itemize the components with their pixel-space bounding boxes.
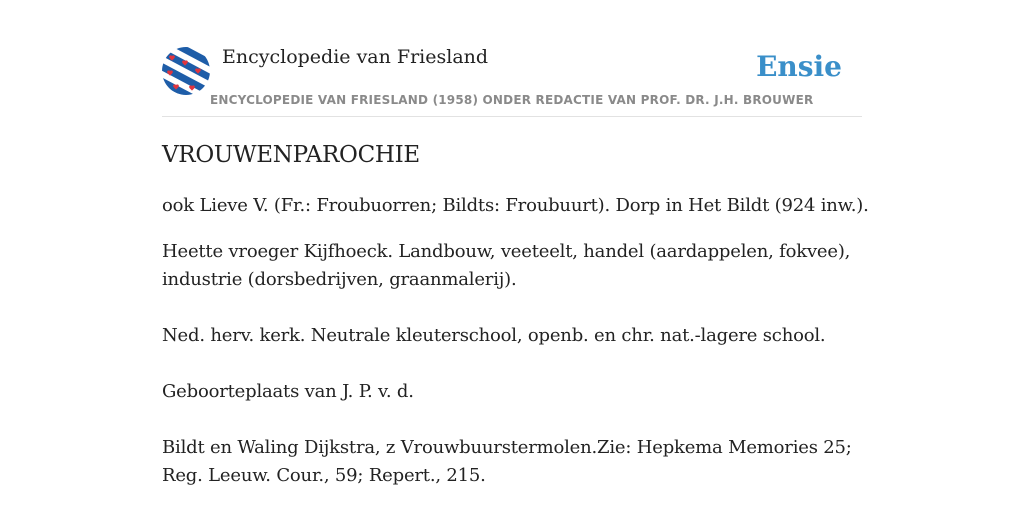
article-paragraph: Bildt en Waling Dijkstra, z Vrouwbuurstermolen.Zie: Hepkema Memories 25; Reg. Leeuw. Cour., 59; Repert., 215. (162, 437, 852, 486)
article-paragraph: Heette vroeger Kijfhoeck. Landbouw, veeteelt, handel (aardappelen, fokvee), industrie (dorsbedrijven, graanmalerij). (162, 241, 851, 290)
article-title: VROUWENPAROCHIE (162, 142, 420, 168)
article-paragraph: Ned. herv. kerk. Neutrale kleuterschool, openb. en chr. nat.-lagere school. (162, 325, 826, 346)
frisian-flag-logo-icon[interactable] (162, 47, 210, 95)
site-header (162, 44, 862, 117)
source-title[interactable]: Encyclopedie van Friesland (222, 46, 489, 68)
article (162, 140, 872, 490)
ensie-logo[interactable]: Ensie (756, 50, 842, 83)
article-paragraph: Geboorteplaats van J. P. v. d. (162, 381, 414, 402)
article-paragraph: ook Lieve V. (Fr.: Froubuorren; Bildts: Froubuurt). Dorp in Het Bildt (924 inw.). (162, 195, 869, 216)
source-subtitle: ENCYCLOPEDIE VAN FRIESLAND (1958) ONDER REDACTIE VAN PROF. DR. J.H. BROUWER (210, 93, 814, 107)
